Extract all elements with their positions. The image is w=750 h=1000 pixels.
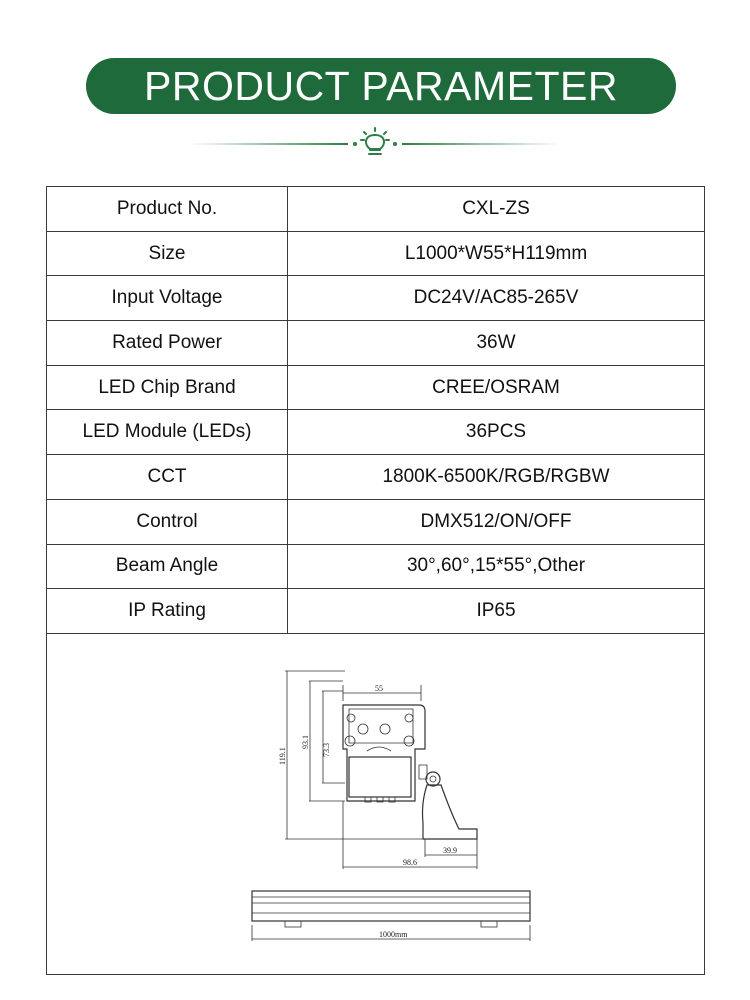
screw-top-right [380,724,390,734]
divider-line-right [402,143,560,145]
dimension-drawing-panel [46,633,705,975]
dim-label-height-body: 93.1 [301,735,310,749]
lightbulb-icon [361,128,389,154]
side-view-foot-right [481,921,497,927]
spec-value: L1000*W55*H119mm [288,231,705,276]
mounting-bracket [423,785,478,839]
spec-value: IP65 [288,589,705,634]
spec-value: CREE/OSRAM [288,365,705,410]
dim-label-depth: 98.6 [403,858,417,867]
ext-line-top [285,671,345,691]
spec-label: Rated Power [47,321,288,366]
spec-table [46,186,705,634]
page-title: PRODUCT PARAMETER [144,62,618,109]
table-row [47,276,705,321]
side-view-lines [252,897,530,913]
spec-value: CXL-ZS [288,187,705,232]
screw-top-left [358,724,368,734]
screw-mid-left [345,736,355,746]
spec-label: Beam Angle [47,544,288,589]
dim-label-height-inner: 73.3 [322,743,331,757]
spec-label: IP Rating [47,589,288,634]
dim-label-height-total: 119.1 [278,747,287,765]
spec-label: LED Chip Brand [47,365,288,410]
spec-value: DMX512/ON/OFF [288,499,705,544]
table-row [47,410,705,455]
spec-label: Control [47,499,288,544]
divider-dot-right [393,142,397,146]
title-banner [86,58,676,114]
divider-line-left [190,143,348,145]
table-row [47,231,705,276]
spec-value: 30°,60°,15*55°,Other [288,544,705,589]
spec-value: 1800K-6500K/RGB/RGBW [288,455,705,500]
dimension-drawing [47,633,704,974]
dim-label-length: 1000mm [379,930,408,939]
spec-label: Size [47,231,288,276]
table-row [47,321,705,366]
dim-label-width: 55 [375,684,383,693]
driver-box [349,757,411,797]
title-divider [190,126,560,162]
spec-value: DC24V/AC85-265V [288,276,705,321]
table-row [47,589,705,634]
screw-mid-right [404,736,414,746]
centre-notch [367,747,391,751]
pivot-knob-inner [430,776,436,782]
table-row [47,499,705,544]
ext-line-bottom [285,783,467,839]
spec-label: LED Module (LEDs) [47,410,288,455]
table-row [47,187,705,232]
screw-top-right-2 [405,714,413,722]
spec-label: Product No. [47,187,288,232]
side-view-body [252,891,530,921]
table-row [47,544,705,589]
table-row [47,365,705,410]
dim-label-bracket: 39.9 [443,846,457,855]
pivot-knob [426,772,440,786]
spec-label: CCT [47,455,288,500]
divider-dot-left [353,142,357,146]
side-view-foot-left [285,921,301,927]
spec-label: Input Voltage [47,276,288,321]
screw-top-left-2 [347,714,355,722]
spec-value: 36PCS [288,410,705,455]
table-row [47,455,705,500]
spec-value: 36W [288,321,705,366]
